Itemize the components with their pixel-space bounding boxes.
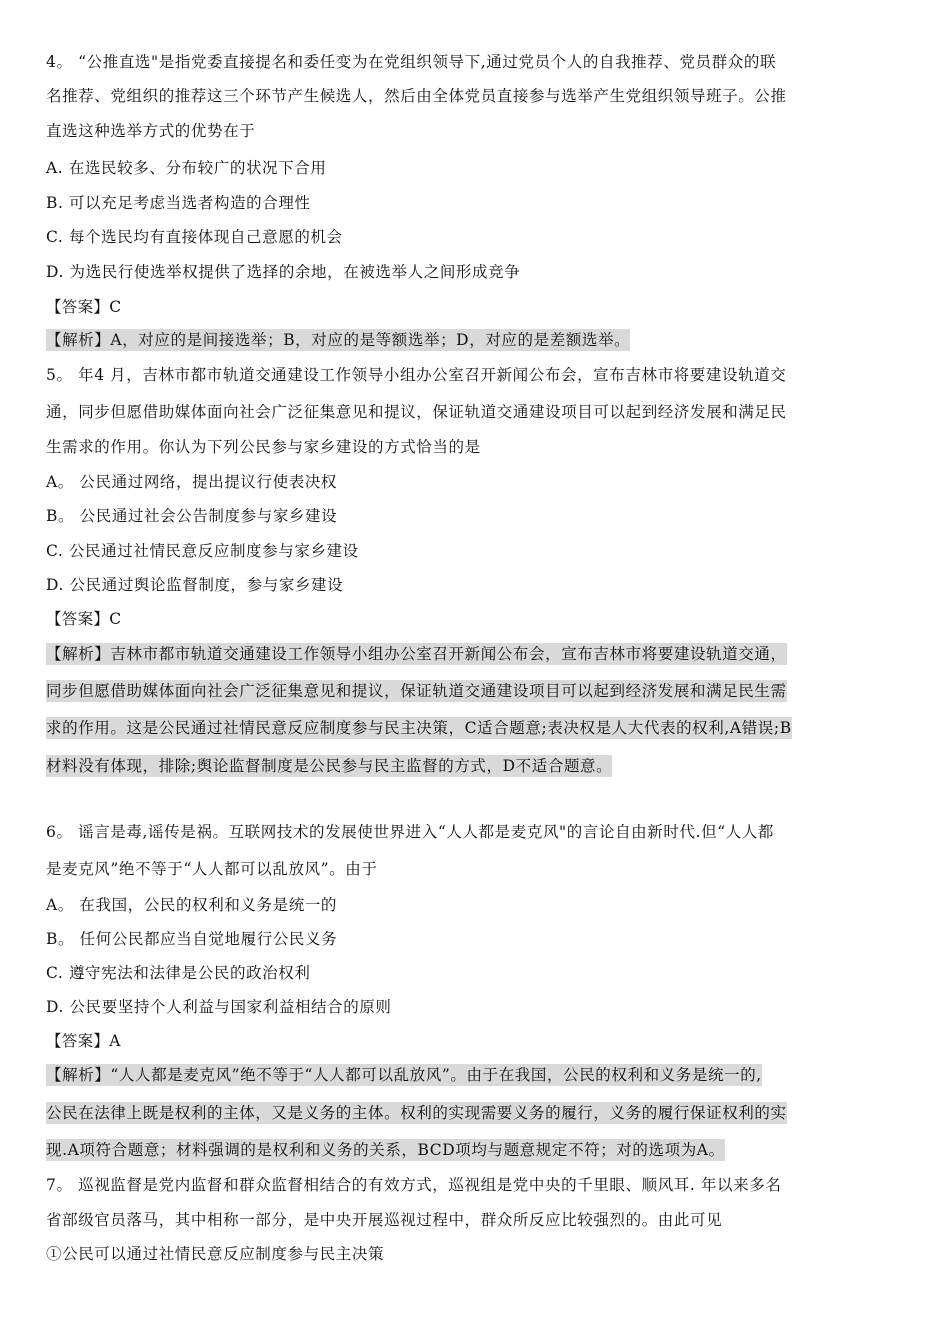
q4-option-d: D. 为选民行使选举权提供了选择的余地，在被选举人之间形成竞争	[46, 263, 521, 281]
q4-option-c: C. 每个选民均有直接体现自己意愿的机会	[46, 228, 343, 246]
q4-option-b: B. 可以充足考虑当选者构造的合理性	[46, 194, 311, 212]
q4-explanation: 【解析】A，对应的是间接选举；B，对应的是等额选举；D，对应的是差额选举。	[46, 331, 631, 349]
q4-stem-line-1: 4。 “公推直选"是指党委直接提名和委任变为在党组织领导下,通过党员个人的自我推荐、党员群众的联	[46, 53, 777, 71]
q5-stem-line-2: 通，同步但愿借助媒体面向社会广泛征集意见和提议，保证轨道交通建设项目可以起到经济发展和满足民	[46, 403, 787, 421]
q6-stem-line-2: 是麦克风”绝不等于“人人都可以乱放风”。由于	[46, 860, 378, 878]
q4-stem-line-2: 名推荐、党组织的推荐这三个环节产生候选人，然后由全体党员直接参与选举产生党组织领导班子。公推	[46, 87, 787, 105]
q7-statement-1: ①公民可以通过社情民意反应制度参与民主决策	[46, 1245, 385, 1263]
q4-option-a: A. 在选民较多、分布较广的状况下合用	[46, 159, 327, 177]
q6-option-d: D. 公民要坚持个人利益与国家利益相结合的原则	[46, 998, 392, 1016]
q5-explanation-line-2: 同步但愿借助媒体面向社会广泛征集意见和提议，保证轨道交通建设项目可以起到经济发展和满足民生需	[46, 682, 787, 700]
q6-answer: 【答案】A	[46, 1032, 121, 1050]
q7-stem-line-2: 省部级官员落马，其中相称一部分，是中央开展巡视过程中，群众所反应比较强烈的。由此可见	[46, 1211, 723, 1229]
q6-option-c: C. 遵守宪法和法律是公民的政治权利	[46, 964, 311, 982]
q6-option-b: B。 任何公民都应当自觉地履行公民义务	[46, 930, 338, 948]
q5-explanation-line-1: 【解析】吉林市都市轨道交通建设工作领导小组办公室召开新闻公布会，宣布吉林市将要建设轨道交通，	[46, 645, 787, 663]
q5-option-b: B。 公民通过社会公告制度参与家乡建设	[46, 507, 338, 525]
q5-answer: 【答案】C	[46, 610, 122, 628]
q7-stem-line-1: 7。 巡视监督是党内监督和群众监督相结合的有效方式，巡视组是党中央的千里眼、顺风耳. 年以来多名	[46, 1176, 782, 1194]
q6-explanation-line-1: 【解析】“人人都是麦克风”绝不等于“人人都可以乱放风”。由于在我国，公民的权利和义务是统一的,	[46, 1066, 762, 1084]
q6-explanation-line-2: 公民在法律上既是权利的主体，又是义务的主体。权利的实现需要义务的履行，义务的履行保证权利的实	[46, 1104, 787, 1122]
q5-option-d: D. 公民通过舆论监督制度，参与家乡建设	[46, 576, 344, 594]
q5-option-a: A。 公民通过网络，提出提议行使表决权	[46, 473, 338, 491]
q4-answer: 【答案】C	[46, 298, 122, 316]
q6-explanation-line-3: 现.A项符合题意；材料强调的是权利和义务的关系，BCD项均与题意规定不符；对的选项为A。	[46, 1141, 725, 1159]
q5-stem-line-1: 5。 年4 月，吉林市都市轨道交通建设工作领导小组办公室召开新闻公布会，宣布吉林市将要建设轨道交	[46, 366, 787, 384]
q5-explanation-line-4: 材料没有体现，排除;舆论监督制度是公民参与民主监督的方式，D不适合题意。	[46, 757, 613, 775]
q6-stem-line-1: 6。 谣言是毒,谣传是祸。互联网技术的发展使世界进入“人人都是麦克风"的言论自由新时代.但“人人都	[46, 823, 775, 841]
q5-stem-line-3: 生需求的作用。你认为下列公民参与家乡建设的方式恰当的是	[46, 438, 481, 456]
q5-explanation-line-3: 求的作用。这是公民通过社情民意反应制度参与民主决策，C适合题意;表决权是人大代表的权利,A错误;B	[46, 719, 792, 737]
q5-option-c: C. 公民通过社情民意反应制度参与家乡建设	[46, 542, 359, 560]
q4-stem-line-3: 直选这种选举方式的优势在于	[46, 122, 256, 140]
q6-option-a: A。 在我国，公民的权利和义务是统一的	[46, 896, 338, 914]
